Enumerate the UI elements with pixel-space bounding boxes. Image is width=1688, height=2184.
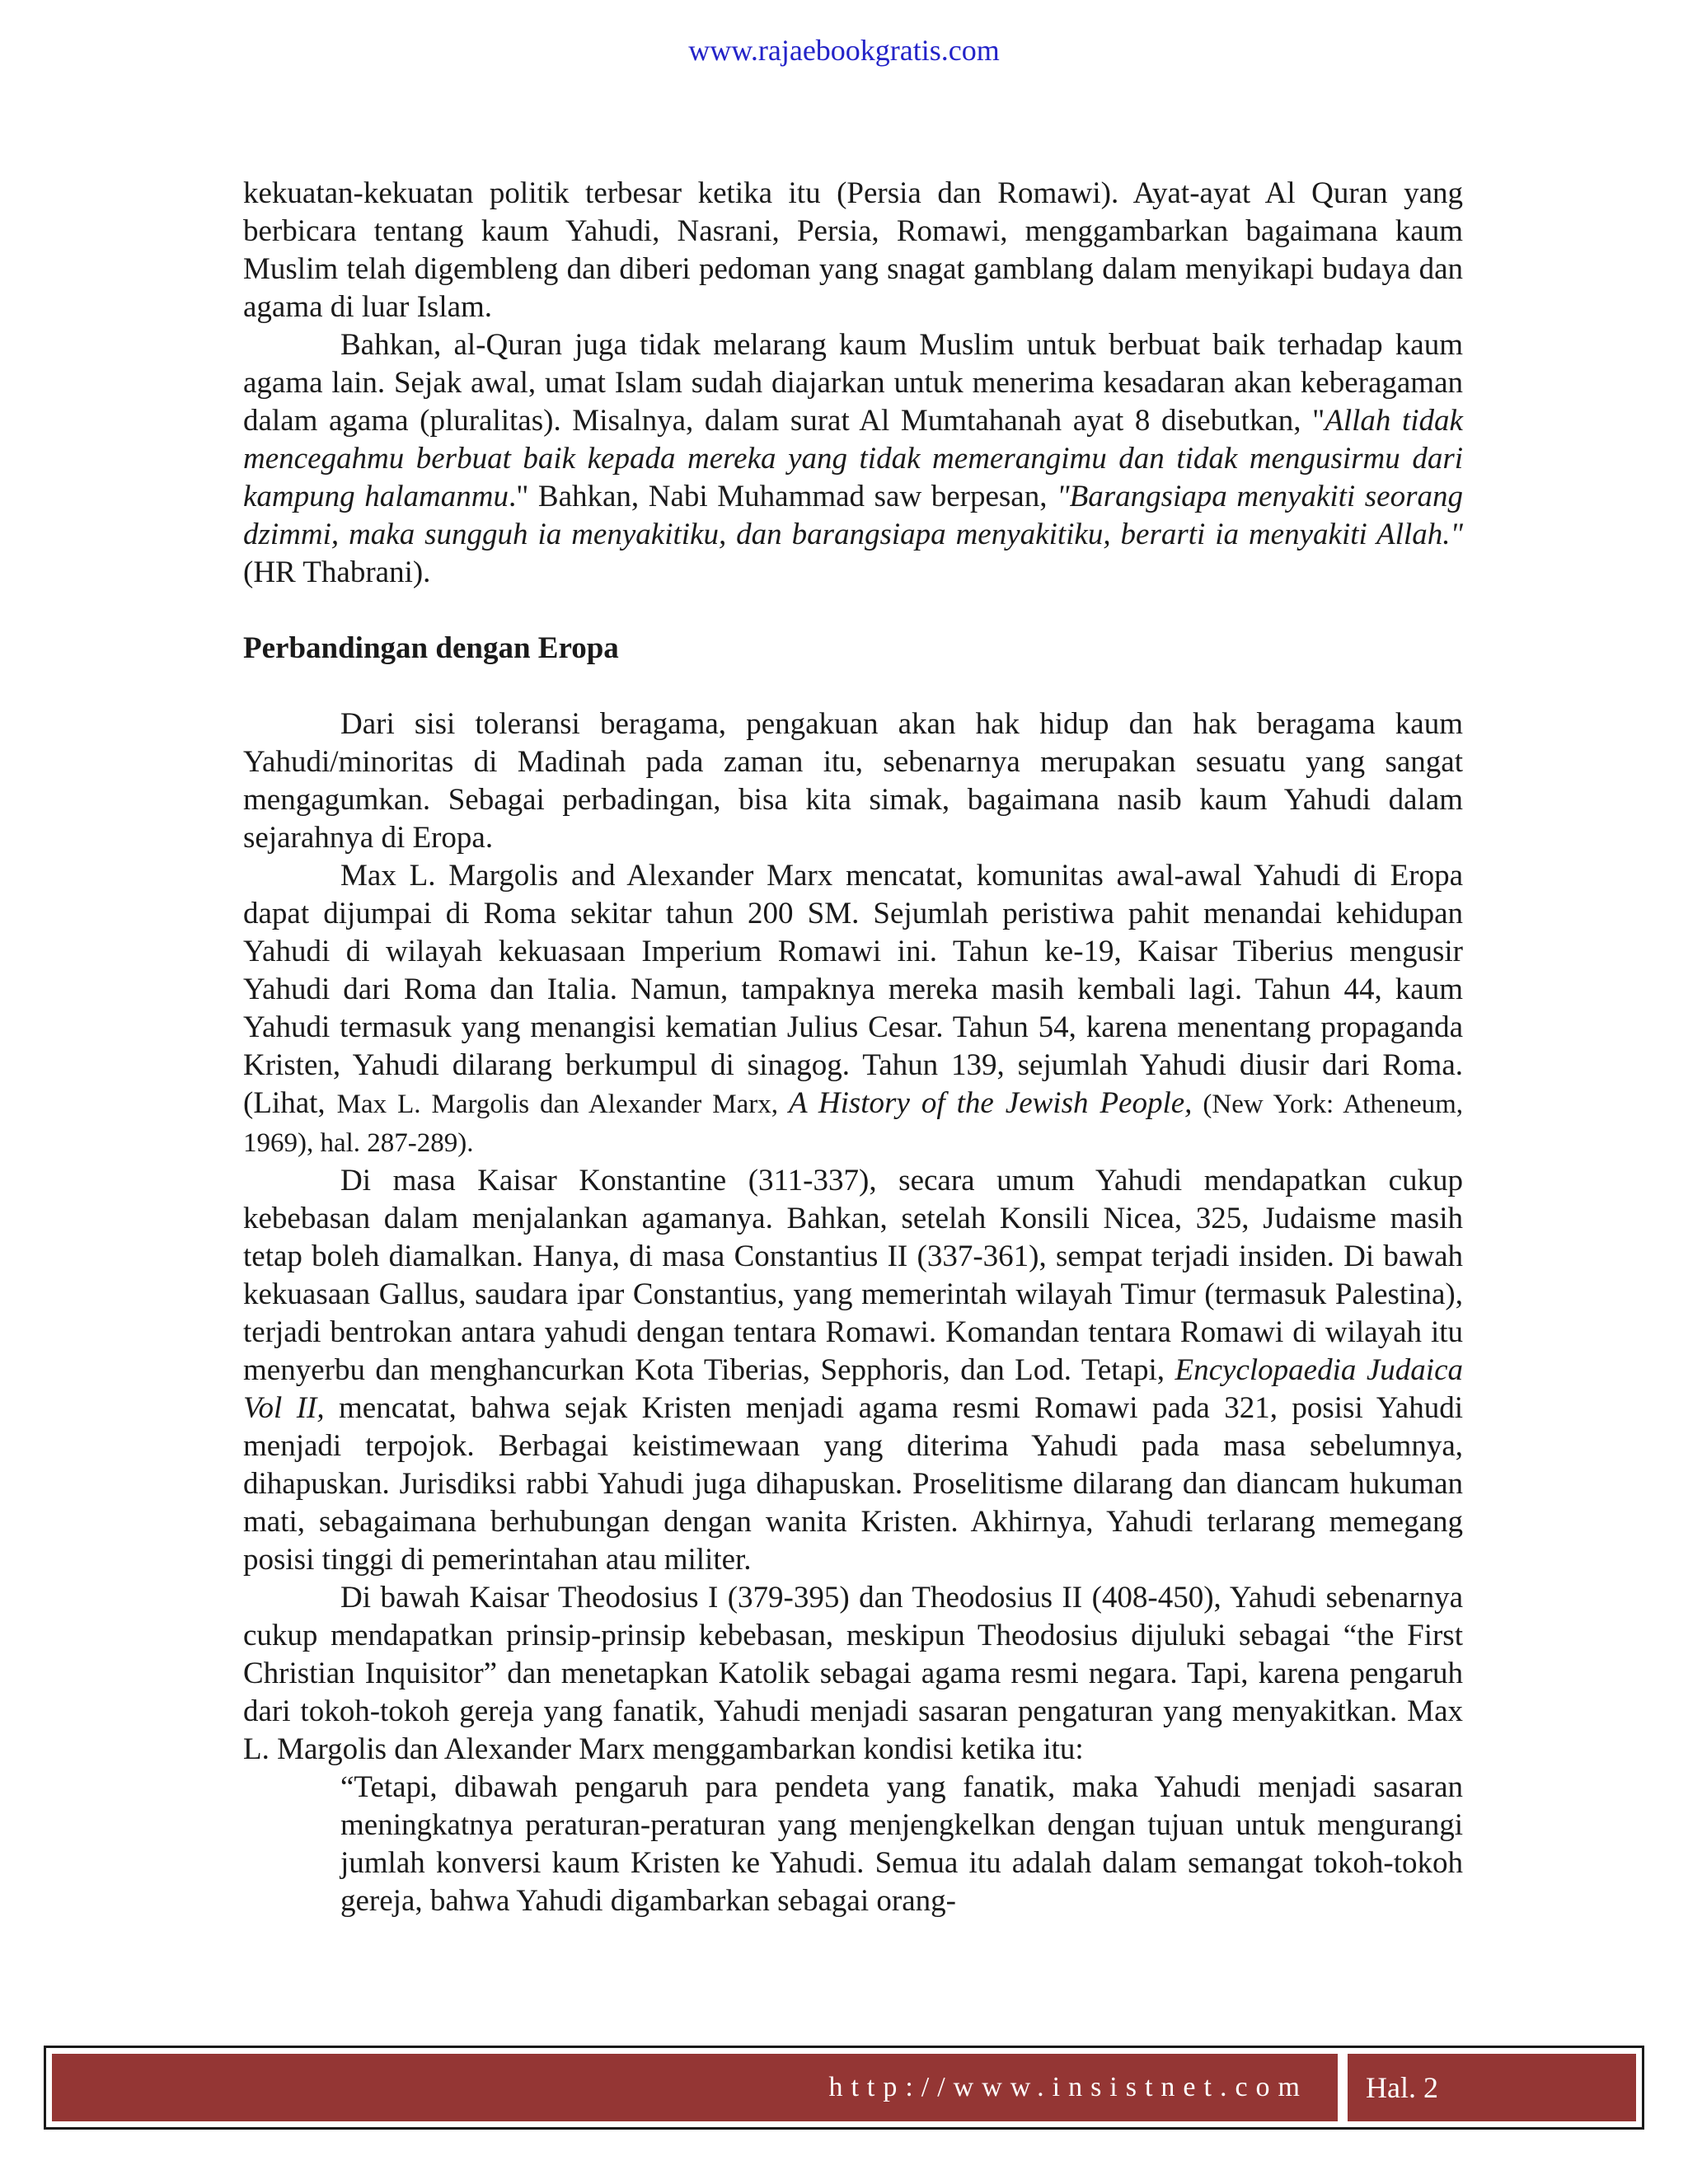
header-website-link[interactable]: www.rajaebookgratis.com <box>688 34 1000 67</box>
footer-website-link[interactable]: http://www.insistnet.com <box>828 2072 1308 2102</box>
hadith-quote: "Barangsiapa menyakiti seorang dzimmi, maka sungguh ia menyakitiku, dan barangsiapa menyakitiku, berarti ia menyakiti Allah." <box>243 480 1464 551</box>
paragraph-5 <box>243 1162 1463 1579</box>
paragraph-6: Di bawah Kaisar Theodosius I (379-395) dan Theodosius II (408-450), Yahudi sebenarnya cukup mendapatkan prinsip-prinsip kebebasan, meskipun Theodosius dijuluki sebagai “the First Christian Inquisitor” dan menetapkan Katolik sebagai agama resmi negara. Tapi, karena pengaruh dari tokoh-tokoh gereja yang fanatik, Yahudi menjadi sasaran pengaturan yang menyakitkan. Max L. Margolis dan Alexander Marx menggambarkan kondisi ketika itu: <box>243 1581 1463 1766</box>
footer-divider <box>1338 2048 1348 2127</box>
paragraph-4-text: Max L. Margolis and Alexander Marx mencatat, komunitas awal-awal Yahudi di Eropa dapat dijumpai di Roma sekitar tahun 200 SM. Sejumlah peristiwa pahit menandai kehidupan Yahudi di wilayah kekuasaan Imperium Romawi ini. Tahun ke-19, Kaisar Tiberius mengusir Yahudi dari Roma dan Italia. Namun, tampaknya mereka masih kembali lagi. Tahun 44, kaum Yahudi termasuk yang menangisi kematian Julius Cesar. Tahun 54, karena menentang propaganda Kristen, Yahudi dilarang berkumpul di sinagog. Tahun 139, sejumlah Yahudi diusir dari Roma. (Lihat, <box>243 859 1463 1120</box>
article-body <box>243 175 1463 1920</box>
source-details: (New York: Atheneum, 1969), hal. 287-289). <box>243 1090 1464 1158</box>
paragraph-1: kekuatan-kekuatan politik terbesar ketika itu (Persia dan Romawi). Ayat-ayat Al Quran yang berbicara tentang kaum Yahudi, Nasrani, Persia, Romawi, menggambarkan bagaimana kaum Muslim telah digembleng dan diberi pedoman yang snagat gamblang dalam menyikapi budaya dan agama di luar Islam. <box>243 176 1463 324</box>
source-authors: Max L. Margolis dan Alexander Marx, <box>336 1090 789 1119</box>
source-title: A History of the Jewish People, <box>788 1086 1193 1120</box>
paragraph-5-text: Di masa Kaisar Konstantine (311-337), secara umum Yahudi mendapatkan cukup kebebasan dalam menjalankan agamanya. Bahkan, setelah Konsili Nicea, 325, Judaisme masih tetap boleh diamalkan. Hanya, di masa Constantius II (337-361), sempat terjadi insiden. Di bawah kekuasaan Gallus, saudara ipar Constantius, yang memerintah wilayah Timur (termasuk Palestina), terjadi bentrokan antara yahudi dengan tentara Romawi. Komandan tentara Romawi di wilayah itu menyerbu dan menghancurkan Kota Tiberias, Sepphoris, dan Lod. Tetapi, <box>243 1164 1463 1387</box>
paragraph-2-citation: (HR Thabrani). <box>243 555 431 589</box>
paragraph-5-text-2: mencatat, bahwa sejak Kristen menjadi agama resmi Romawi pada 321, posisi Yahudi menjadi terpojok. Berbagai keistimewaan yang diterima Yahudi pada masa sebelumnya, dihapuskan. Jurisdiksi rabbi Yahudi juga dihapuskan. Proselitisme dilarang dan diancam hukuman mati, sebagaimana berhubungan dengan wanita Kristen. Akhirnya, Yahudi terlarang memegang posisi tinggi di pemerintahan atau militer. <box>243 1391 1463 1577</box>
page-number: Hal. 2 <box>1366 2071 1438 2104</box>
paragraph-2 <box>243 326 1463 592</box>
encyclopaedia-title: Encyclopaedia Judaica Vol II, <box>243 1353 1463 1425</box>
paragraph-2-text-2: ." Bahkan, Nabi Muhammad saw berpesan, <box>508 480 1057 513</box>
block-quote: “Tetapi, dibawah pengaruh para pendeta yang fanatik, maka Yahudi menjadi sasaran meningkatnya peraturan-peraturan yang menjengkelkan dengan tujuan untuk mengurangi jumlah konversi kaum Kristen ke Yahudi. Semua itu adalah dalam semangat tokoh-tokoh gereja, bahwa Yahudi digambarkan sebagai orang- <box>340 1770 1463 1918</box>
paragraph-2-text: Bahkan, al-Quran juga tidak melarang kaum Muslim untuk berbuat baik terhadap kaum agama lain. Sejak awal, umat Islam sudah diajarkan untuk menerima kesadaran akan keberagaman dalam agama (pluralitas). Misalnya, dalam surat Al Mumtahanah ayat 8 disebutkan, " <box>243 328 1463 438</box>
footer-bar <box>52 2054 1338 2121</box>
quran-quote: Allah tidak mencegahmu berbuat baik kepada mereka yang tidak memerangimu dan tidak mengusirmu dari kampung halamanmu <box>243 404 1463 513</box>
paragraph-4 <box>243 857 1463 1162</box>
section-heading: Perbandingan dengan Eropa <box>243 631 619 665</box>
page-number-box <box>1348 2054 1636 2121</box>
paragraph-3: Dari sisi toleransi beragama, pengakuan akan hak hidup dan hak beragama kaum Yahudi/minoritas di Madinah pada zaman itu, sebenarnya merupakan sesuatu yang sangat mengagumkan. Sebagai perbadingan, bisa kita simak, bagaimana nasib kaum Yahudi dalam sejarahnya di Eropa. <box>243 707 1463 855</box>
